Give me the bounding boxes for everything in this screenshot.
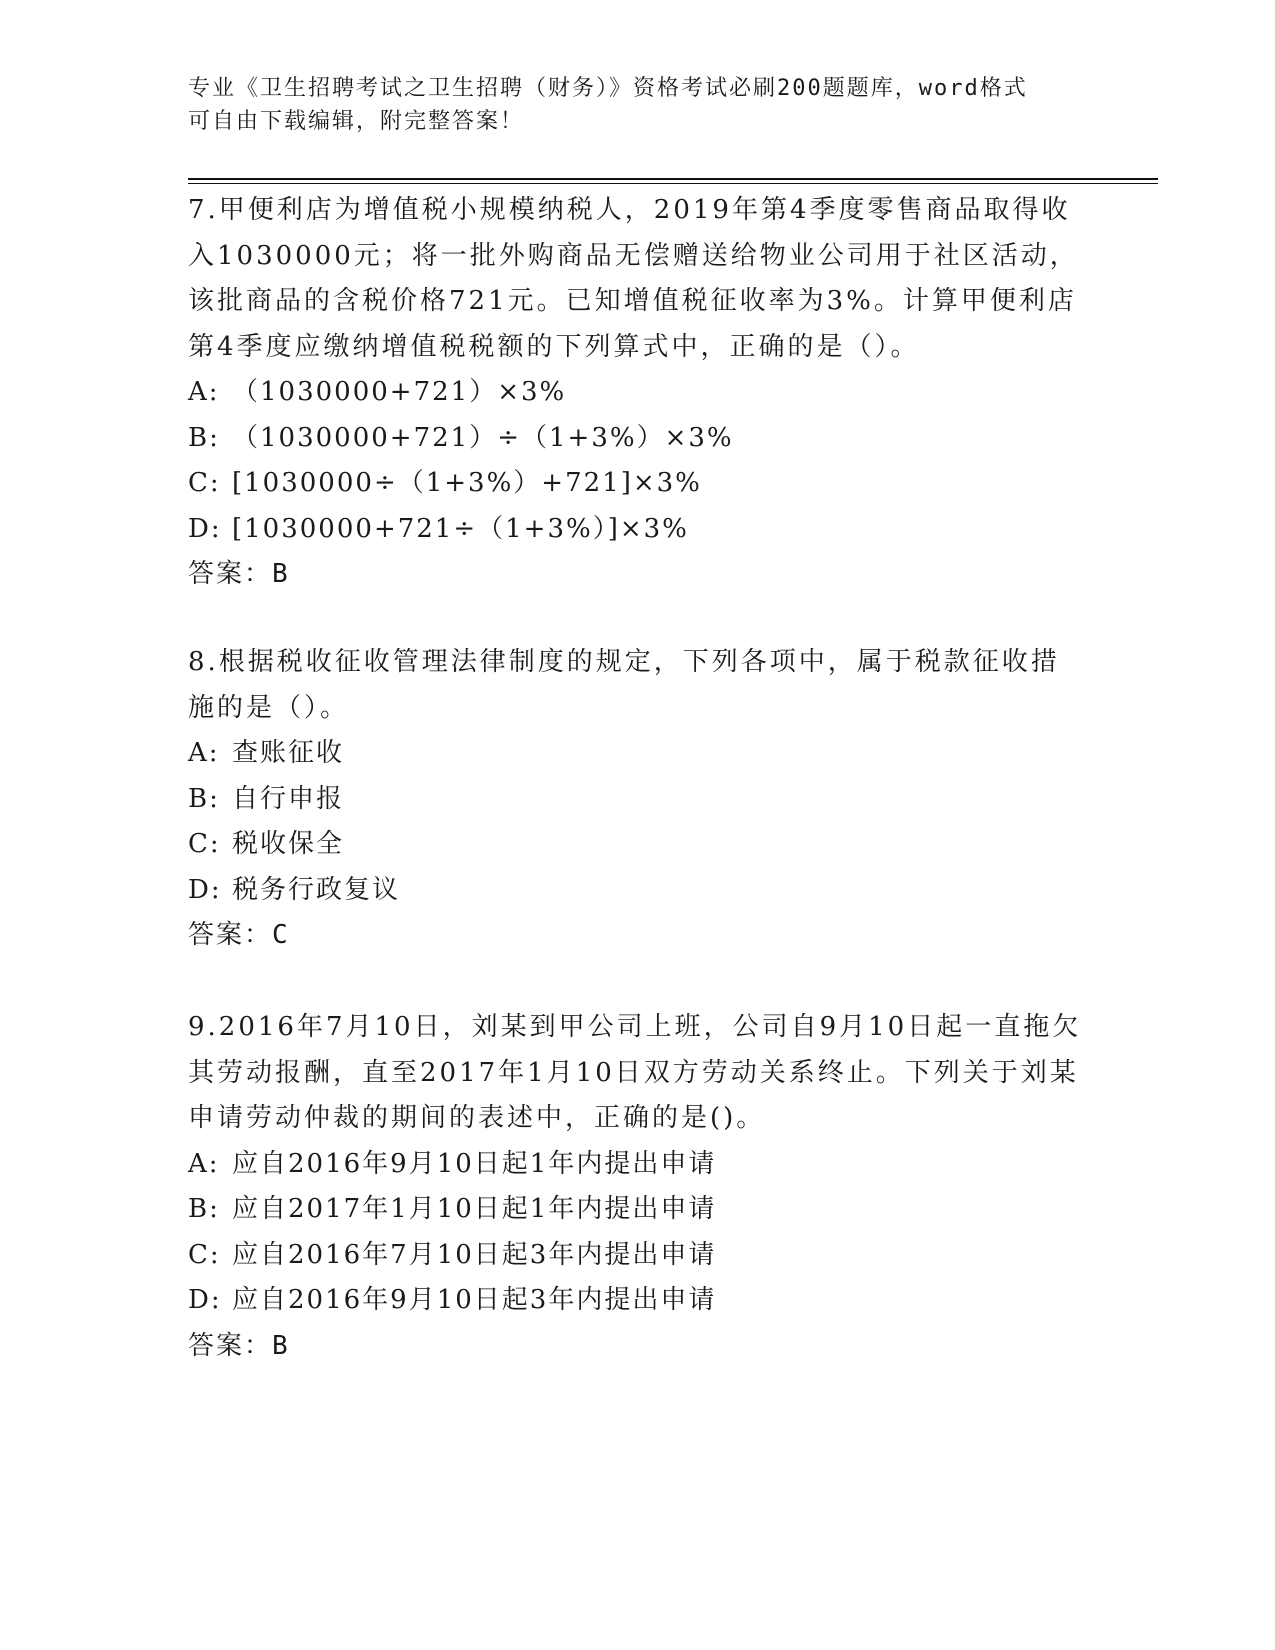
header-divider-thin <box>188 183 1158 184</box>
question-stem: 9.2016年7月10日，刘某到甲公司上班，公司自9月10日起一直拖欠其劳动报酬，直至2017年1月10日双方劳动关系终止。下列关于刘某申请劳动仲裁的期间的表述中，正确的是()。 <box>188 1012 1082 1133</box>
option-text: 应自2016年7月10日起3年内提出申请 <box>232 1239 717 1270</box>
question-stem: 8.根据税收征收管理法律制度的规定，下列各项中，属于税款征收措施的是（）。 <box>188 647 1060 723</box>
option-d <box>188 1278 1088 1324</box>
option-text: 应自2016年9月10日起1年内提出申请 <box>232 1148 717 1179</box>
option-b <box>188 416 1088 462</box>
question-7 <box>188 188 1088 598</box>
option-letter: B: <box>188 783 220 814</box>
answer-line: 答案：B <box>188 559 290 589</box>
option-b <box>188 1187 1088 1233</box>
option-letter: B: <box>188 1194 220 1224</box>
option-text: 税收保全 <box>232 829 345 859</box>
option-letter: C: <box>188 829 221 859</box>
option-text: 税务行政复议 <box>232 874 401 905</box>
option-text: （1030000+721）÷（1+3%）×3% <box>232 422 734 453</box>
document-header <box>188 72 1088 138</box>
header-divider-thick <box>188 178 1158 180</box>
option-letter: A: <box>188 377 220 407</box>
option-text: 应自2017年1月10日起1年内提出申请 <box>232 1194 717 1224</box>
option-c <box>188 461 1088 507</box>
option-c <box>188 1233 1088 1279</box>
option-text: 应自2016年9月10日起3年内提出申请 <box>232 1285 717 1315</box>
header-line-2: 可自由下载编辑，附完整答案！ <box>188 109 525 134</box>
option-d <box>188 868 1088 914</box>
option-text: [1030000+721÷（1+3%）]×3% <box>232 513 689 544</box>
option-letter: C: <box>188 468 221 498</box>
option-text: 自行申报 <box>232 783 345 814</box>
option-letter: D: <box>188 874 222 905</box>
option-text: [1030000÷（1+3%）+721]×3% <box>232 468 702 498</box>
option-d <box>188 507 1088 553</box>
option-text: 查账征收 <box>232 738 345 768</box>
option-b <box>188 777 1088 823</box>
option-c <box>188 822 1088 868</box>
option-a <box>188 731 1088 777</box>
option-letter: B: <box>188 422 220 453</box>
option-text: （1030000+721）×3% <box>232 377 567 407</box>
question-8 <box>188 640 1088 959</box>
option-letter: A: <box>188 738 220 768</box>
option-letter: D: <box>188 1285 222 1315</box>
answer-line: 答案：B <box>188 1330 290 1361</box>
option-letter: C: <box>188 1239 221 1270</box>
option-a <box>188 370 1088 416</box>
option-letter: D: <box>188 513 222 544</box>
answer-line: 答案：C <box>188 920 290 950</box>
option-letter: A: <box>188 1148 220 1179</box>
question-9 <box>188 1005 1088 1369</box>
question-stem: 7.甲便利店为增值税小规模纳税人，2019年第4季度零售商品取得收入1030000元；将一批外购商品无偿赠送给物业公司用于社区活动，该批商品的含税价格721元。已知增值税征收率为3%。计算甲便利店第4季度应缴纳增值税税额的下列算式中，正确的是（）。 <box>188 195 1079 362</box>
option-a <box>188 1142 1088 1188</box>
header-line-1: 专业《卫生招聘考试之卫生招聘（财务）》资格考试必刷200题题库，word格式 <box>188 76 1028 101</box>
